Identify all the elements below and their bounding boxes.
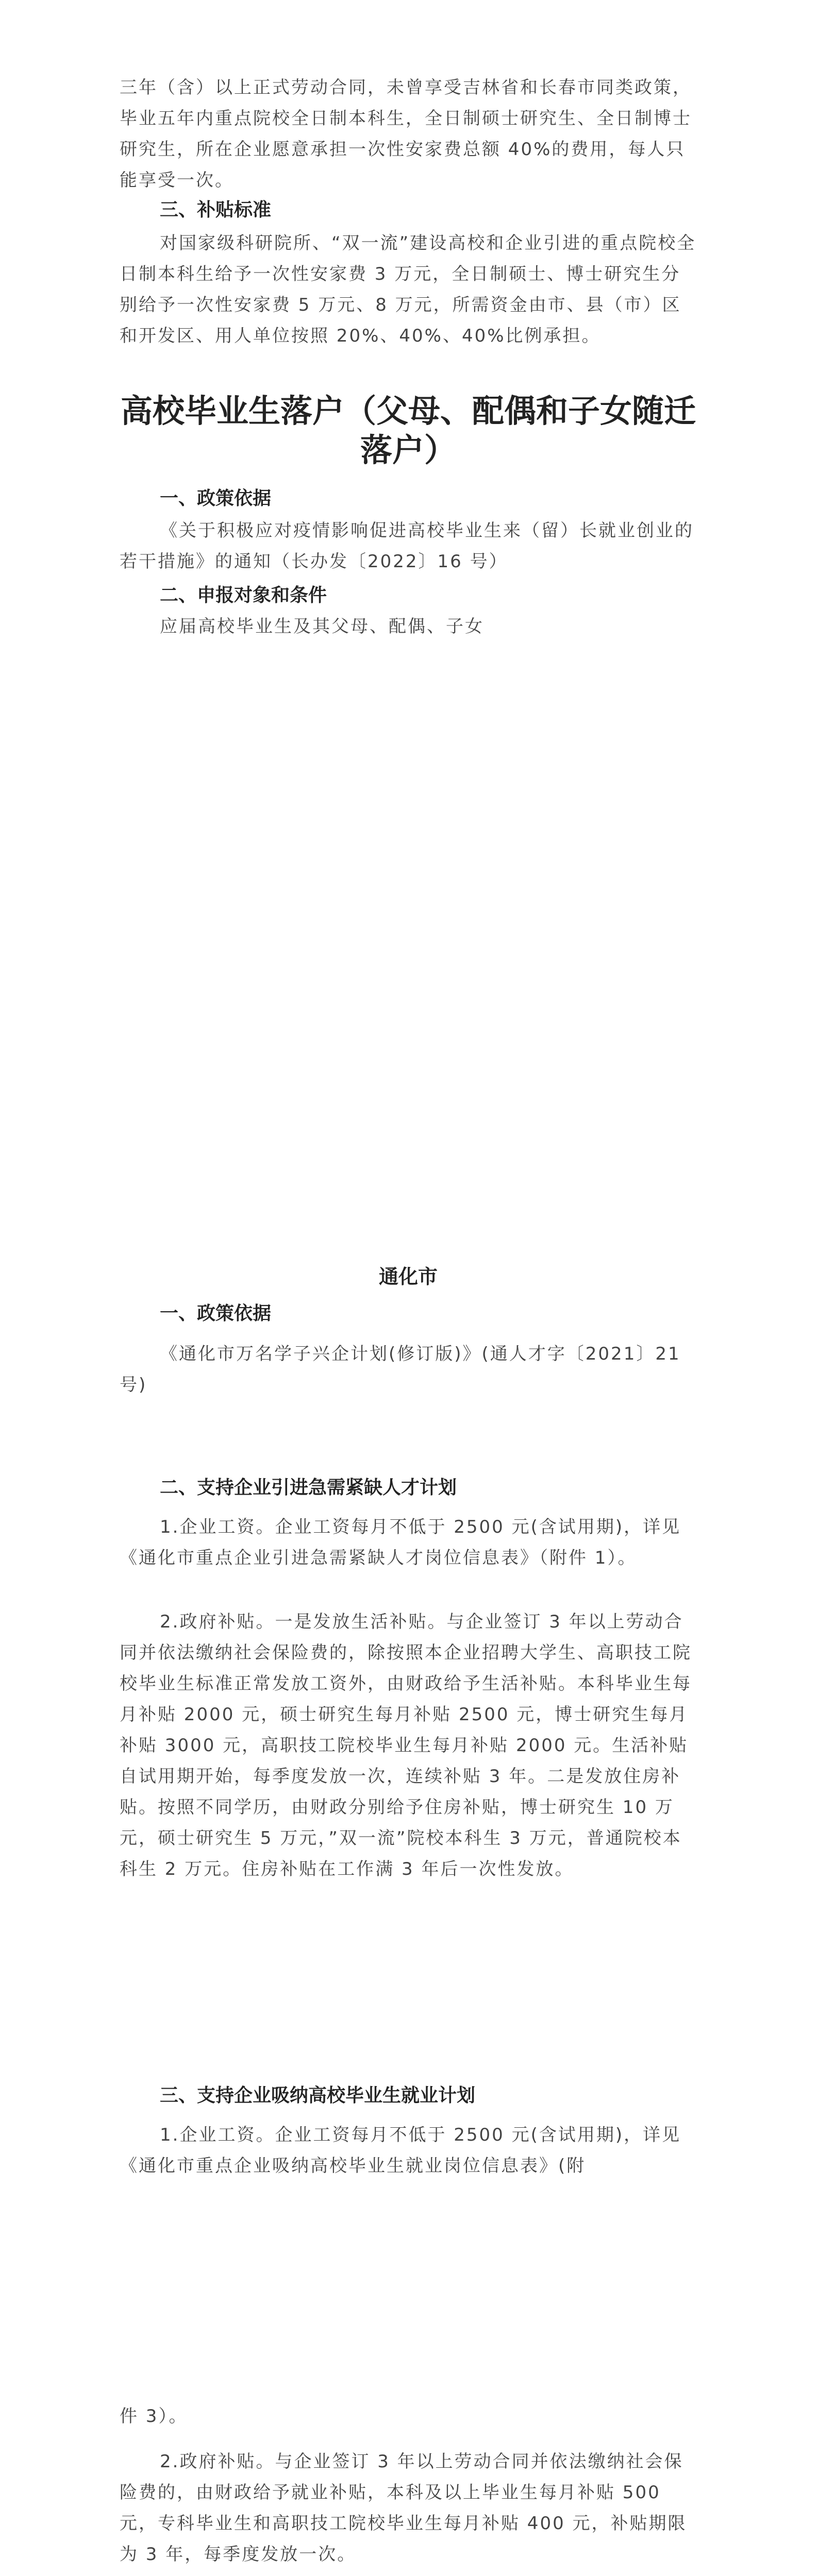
employment-salary-paragraph-continued: 件 3）。 bbox=[120, 2406, 188, 2427]
heading-subsidy-standard: 三、补贴标准 bbox=[160, 199, 272, 221]
heading-graduate-employment-plan: 三、支持企业吸纳高校毕业生就业计划 bbox=[160, 2085, 476, 2106]
heading-policy-basis-tonghua: 一、政策依据 bbox=[160, 1303, 272, 1324]
heading-policy-basis: 一、政策依据 bbox=[160, 488, 272, 509]
urgent-talent-salary-paragraph: 1.企业工资。企业工资每月不低于 2500 元(含试用期)，详见《通化市重点企业引进急需紧缺人才岗位信息表》（附件 1）。 bbox=[120, 1517, 681, 1568]
section-title-tonghua: 通化市 bbox=[378, 1265, 438, 1288]
urgent-talent-subsidy-paragraph: 2.政府补贴。一是发放生活补贴。与企业签订 3 年以上劳动合同并依法缴纳社会保险费的，除按照本企业招聘大学生、高职技工院校毕业生标准正常发放工资外，由财政给予生活补贴。本科毕业生每月补贴 2000 元，硕士研究生每月补贴 2500 元，博士研究生每月补贴 3000 元，高职技工院校毕业生每月补贴 2000 元。生活补贴自试用期开始，每季度发放一次，连续补贴 3 年。二是发放住房补贴。按照不同学历，由财政分别给予住房补贴，博士研究生 10 万元，硕士研究生 5 万元，”双一流”院校本科生 3 万元，普通院校本科生 2 万元。住房补贴在工作满 3 年后一次性发放。 bbox=[120, 1612, 692, 1879]
heading-eligibility: 二、申报对象和条件 bbox=[160, 585, 327, 606]
policy-basis-paragraph: 《关于积极应对疫情影响促进高校毕业生来（留）长就业创业的若干措施》的通知（长办发〔2022〕16 号） bbox=[120, 520, 694, 572]
heading-urgent-talent-plan: 二、支持企业引进急需紧缺人才计划 bbox=[160, 1477, 457, 1498]
section-title-graduate-settlement: 高校毕业生落户（父母、配偶和子女随迁落户） bbox=[120, 392, 696, 469]
subsidy-standard-paragraph: 对国家级科研院所、“双一流”建设高校和企业引进的重点院校全日制本科生给予一次性安家费 3 万元，全日制硕士、博士研究生分别给予一次性安家费 5 万元、8 万元，所需资金由市、县（市）区和开发区、用人单位按照 20%、40%、40%比例承担。 bbox=[120, 233, 696, 346]
employment-subsidy-paragraph: 2.政府补贴。与企业签订 3 年以上劳动合同并依法缴纳社会保险费的，由财政给予就业补贴，本科及以上毕业生每月补贴 500 元，专科毕业生和高职技工院校毕业生每月补贴 400 元，补贴期限为 3 年，每季度发放一次。 bbox=[120, 2451, 687, 2565]
eligibility-paragraph: 应届高校毕业生及其父母、配偶、子女 bbox=[160, 616, 484, 637]
policy-basis-tonghua-paragraph: 《通化市万名学子兴企计划(修订版)》(通人才字〔2021〕21 号) bbox=[120, 1344, 681, 1395]
employment-salary-paragraph: 1.企业工资。企业工资每月不低于 2500 元(含试用期)，详见《通化市重点企业吸纳高校毕业生就业岗位信息表》(附 bbox=[120, 2125, 681, 2176]
intro-paragraph: 三年（含）以上正式劳动合同，未曾享受吉林省和长春市同类政策，毕业五年内重点院校全日制本科生，全日制硕士研究生、全日制博士研究生，所在企业愿意承担一次性安家费总额 40%的费用，每人只能享受一次。 bbox=[120, 77, 692, 191]
